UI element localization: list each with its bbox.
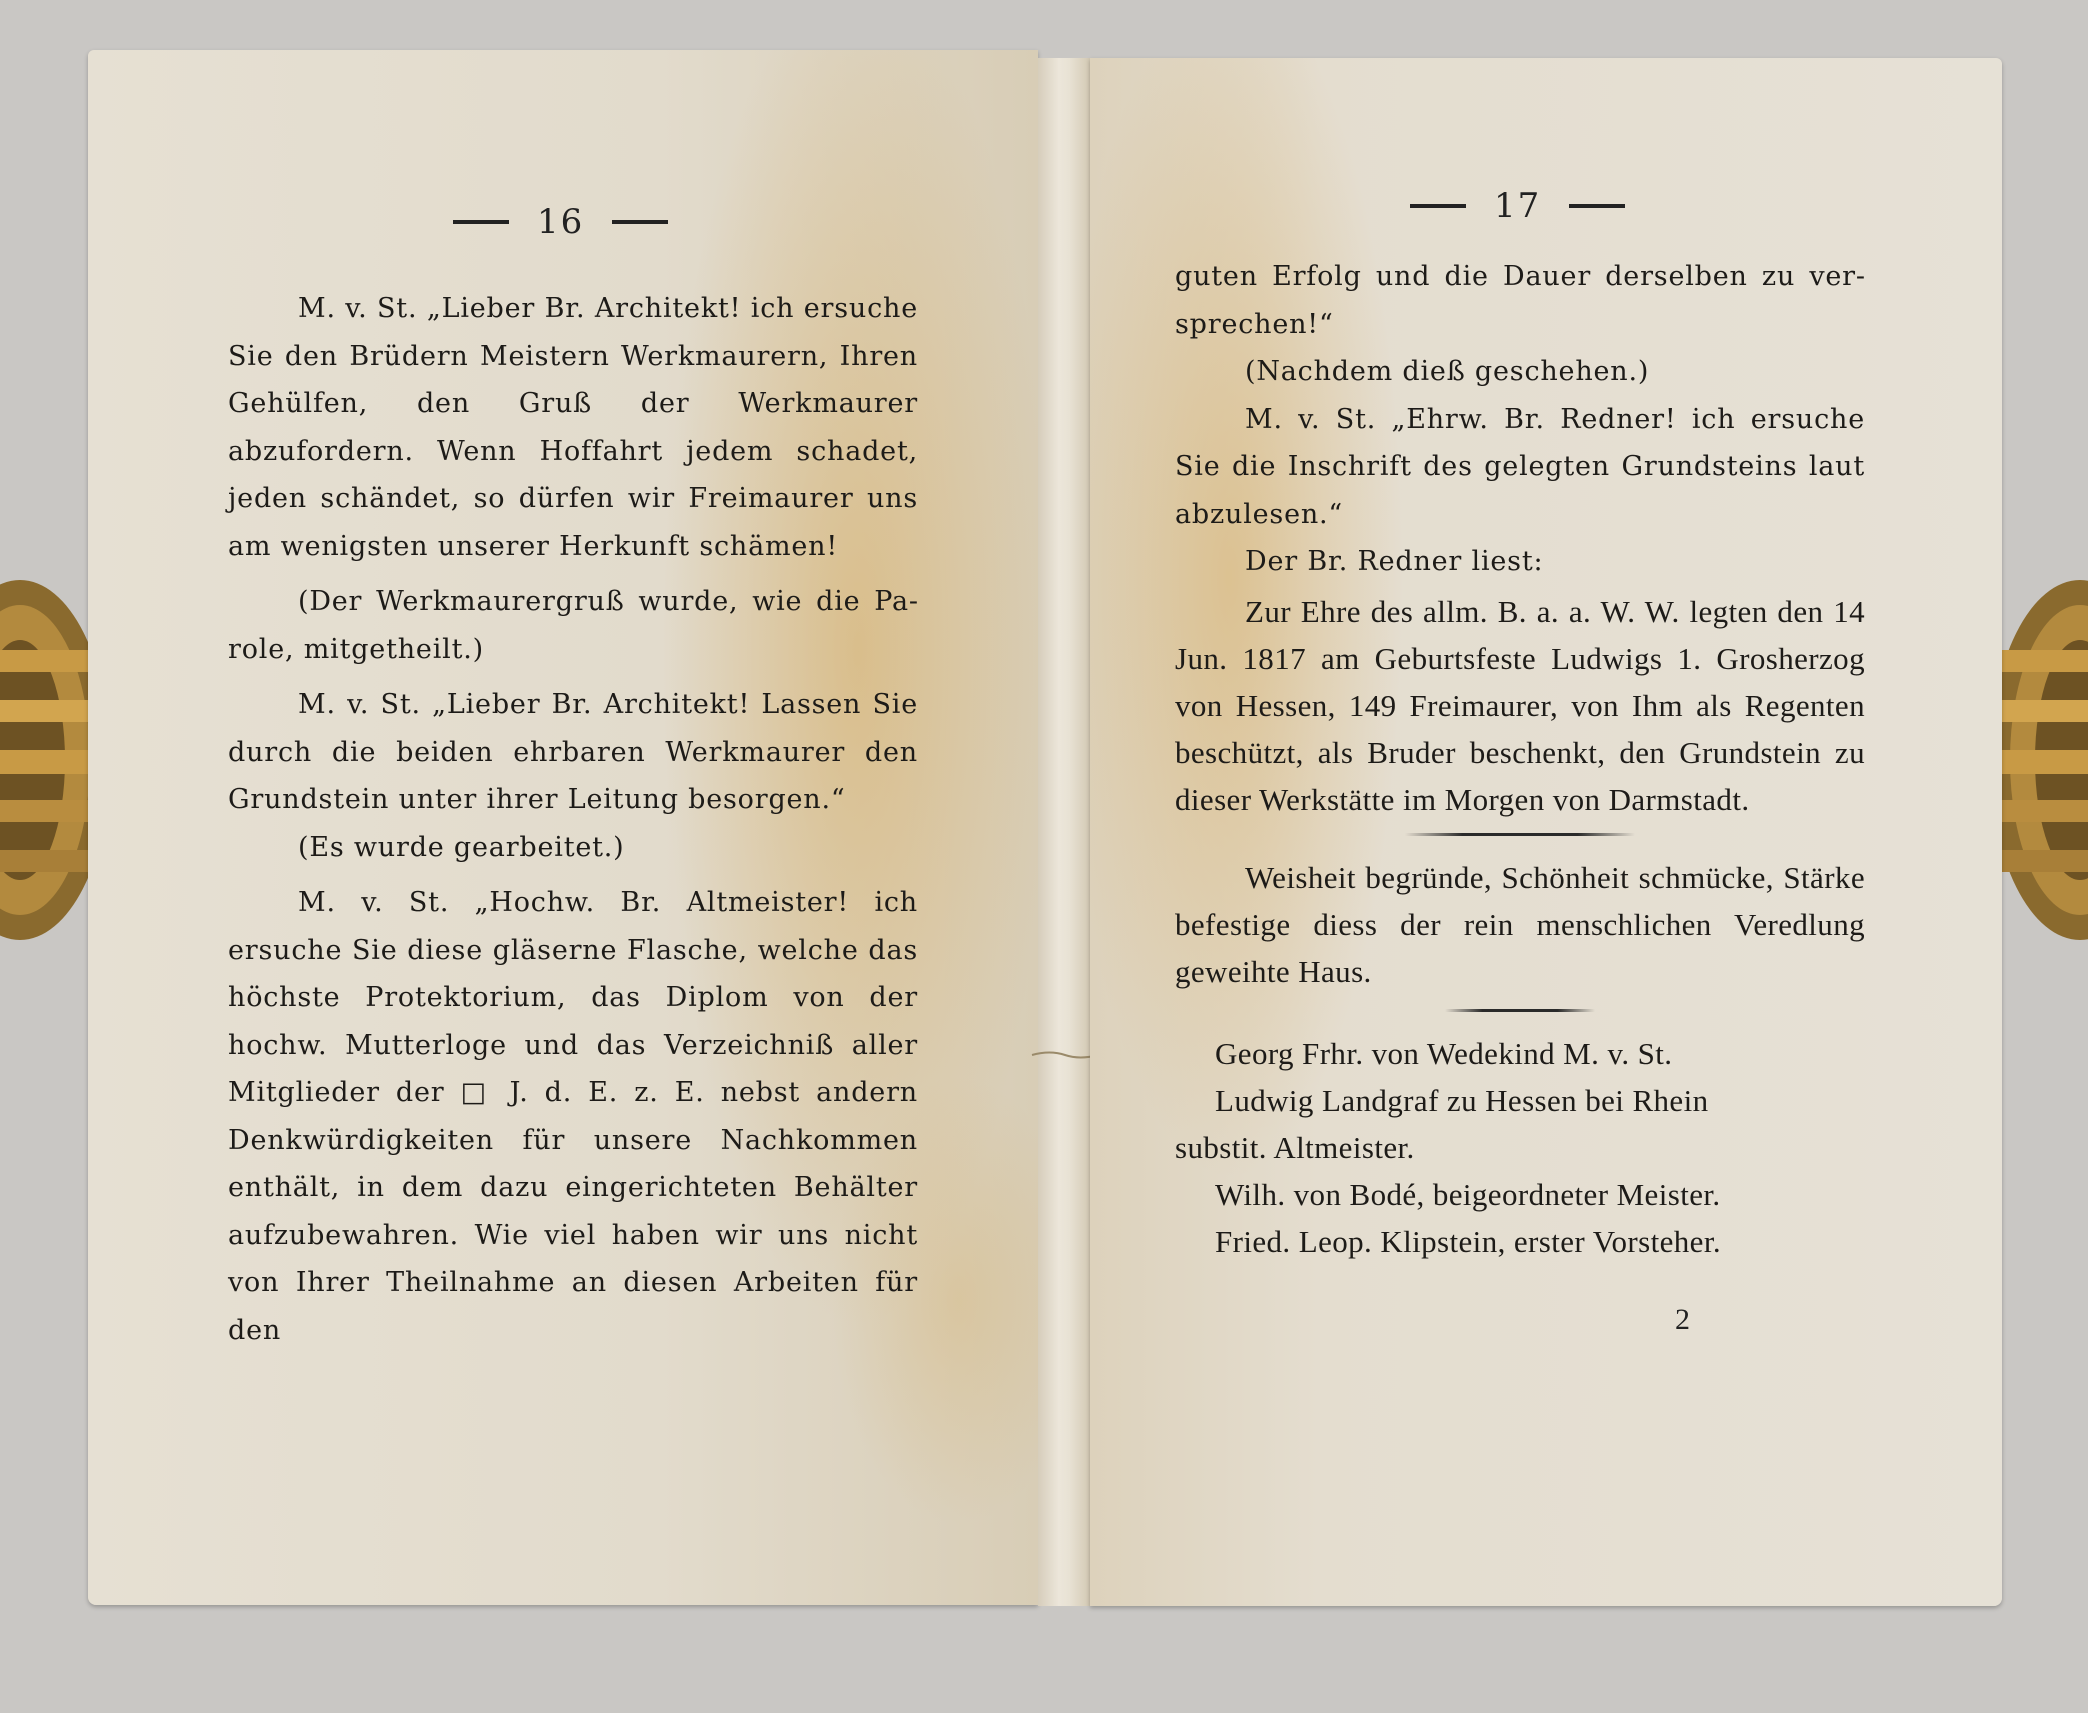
header-dash — [453, 220, 509, 224]
paragraph: M. v. St. „Hochw. Br. Altmeister! ich ersuche Sie diese gläserne Flasche, welche das höchste Protektorium, das Diplom von der hochw. Mutterloge und das Verzeichniß aller Mitglieder der □ J. d. E. z. E. nebst andern Denkwürdigkeiten für unsere Nachkommen enthält, in dem dazu eingerichteten Behälter aufzubewahren. Wie viel haben wir uns nicht von Ihrer Theilnahme an diesen Arbeiten für den — [228, 887, 918, 1346]
left-page-body — [228, 285, 918, 1354]
right-page — [1090, 58, 2002, 1606]
paragraph: M. v. St. „Lieber Br. Architekt! Lassen Sie durch die beiden ehrbaren Werkmaurer den Grundstein unter ihrer Leitung besorgen.“ — [228, 689, 918, 815]
signature-line: substit. Altmeister. — [1175, 1130, 1415, 1165]
header-dash — [1569, 204, 1625, 208]
paragraph: Der Br. Redner liest: — [1245, 546, 1544, 577]
signature-line: Fried. Leop. Klipstein, erster Vorsteher. — [1215, 1224, 1721, 1259]
paragraph: guten Erfolg und die Dauer derselben zu versprechen!“ — [1175, 261, 1865, 340]
signature-mark: 2 — [1675, 1303, 1690, 1336]
divider-rule — [1445, 1009, 1595, 1012]
page-header-right — [1410, 186, 1625, 226]
left-page — [88, 50, 1038, 1605]
paragraph: M. v. St. „Ehrw. Br. Redner! ich ersuche Sie die Inschrift des gelegten Grundsteins laut abzulesen.“ — [1175, 403, 1865, 530]
signature-line: Ludwig Landgraf zu Hessen bei Rhein — [1215, 1083, 1709, 1118]
motto-text: Weisheit begründe, Schönheit schmücke, Stärke befestige diess der rein menschlichen Veredlung geweihte Haus. — [1175, 860, 1865, 989]
paragraph: (Der Werkmaurergruß wurde, wie die Parole, mitgetheilt.) — [228, 586, 918, 665]
page-header-left — [453, 202, 668, 242]
paragraph: (Es wurde gearbeitet.) — [298, 831, 625, 863]
page-number-left: 16 — [537, 202, 585, 242]
signature-line: Wilh. von Bodé, beigeordneter Meister. — [1215, 1177, 1721, 1212]
right-page-body — [1175, 253, 1865, 586]
divider-rule — [1405, 833, 1635, 836]
header-dash — [612, 220, 668, 224]
signature-line: Georg Frhr. von Wedekind M. v. St. — [1215, 1036, 1673, 1071]
book-gutter — [1038, 58, 1090, 1606]
inscription-text: Zur Ehre des allm. B. a. a. W. W. legten den 14 Jun. 1817 am Geburtsfeste Ludwigs 1. Grosherzog von Hessen, 149 Freimaurer, von Ihm als Regenten beschützt, als Bruder beschenkt, den Grundstein zu dieser Werkstätte im Morgen von Darmstadt. — [1175, 594, 1865, 817]
paragraph: M. v. St. „Lieber Br. Architekt! ich ersuche Sie den Brüdern Meistern Werkmaurern, Ihren Gehülfen, den Gruß der Werkmaurer abzufordern. Wenn Hoffahrt jedem schadet, jeden schändet, so dürfen wir Freimaurer uns am wenigsten unserer Herkunft schämen! — [228, 293, 918, 562]
page-number-right: 17 — [1494, 186, 1542, 226]
paragraph: (Nachdem dieß geschehen.) — [1245, 356, 1650, 387]
header-dash — [1410, 204, 1466, 208]
inscription-block — [1175, 588, 1865, 1265]
